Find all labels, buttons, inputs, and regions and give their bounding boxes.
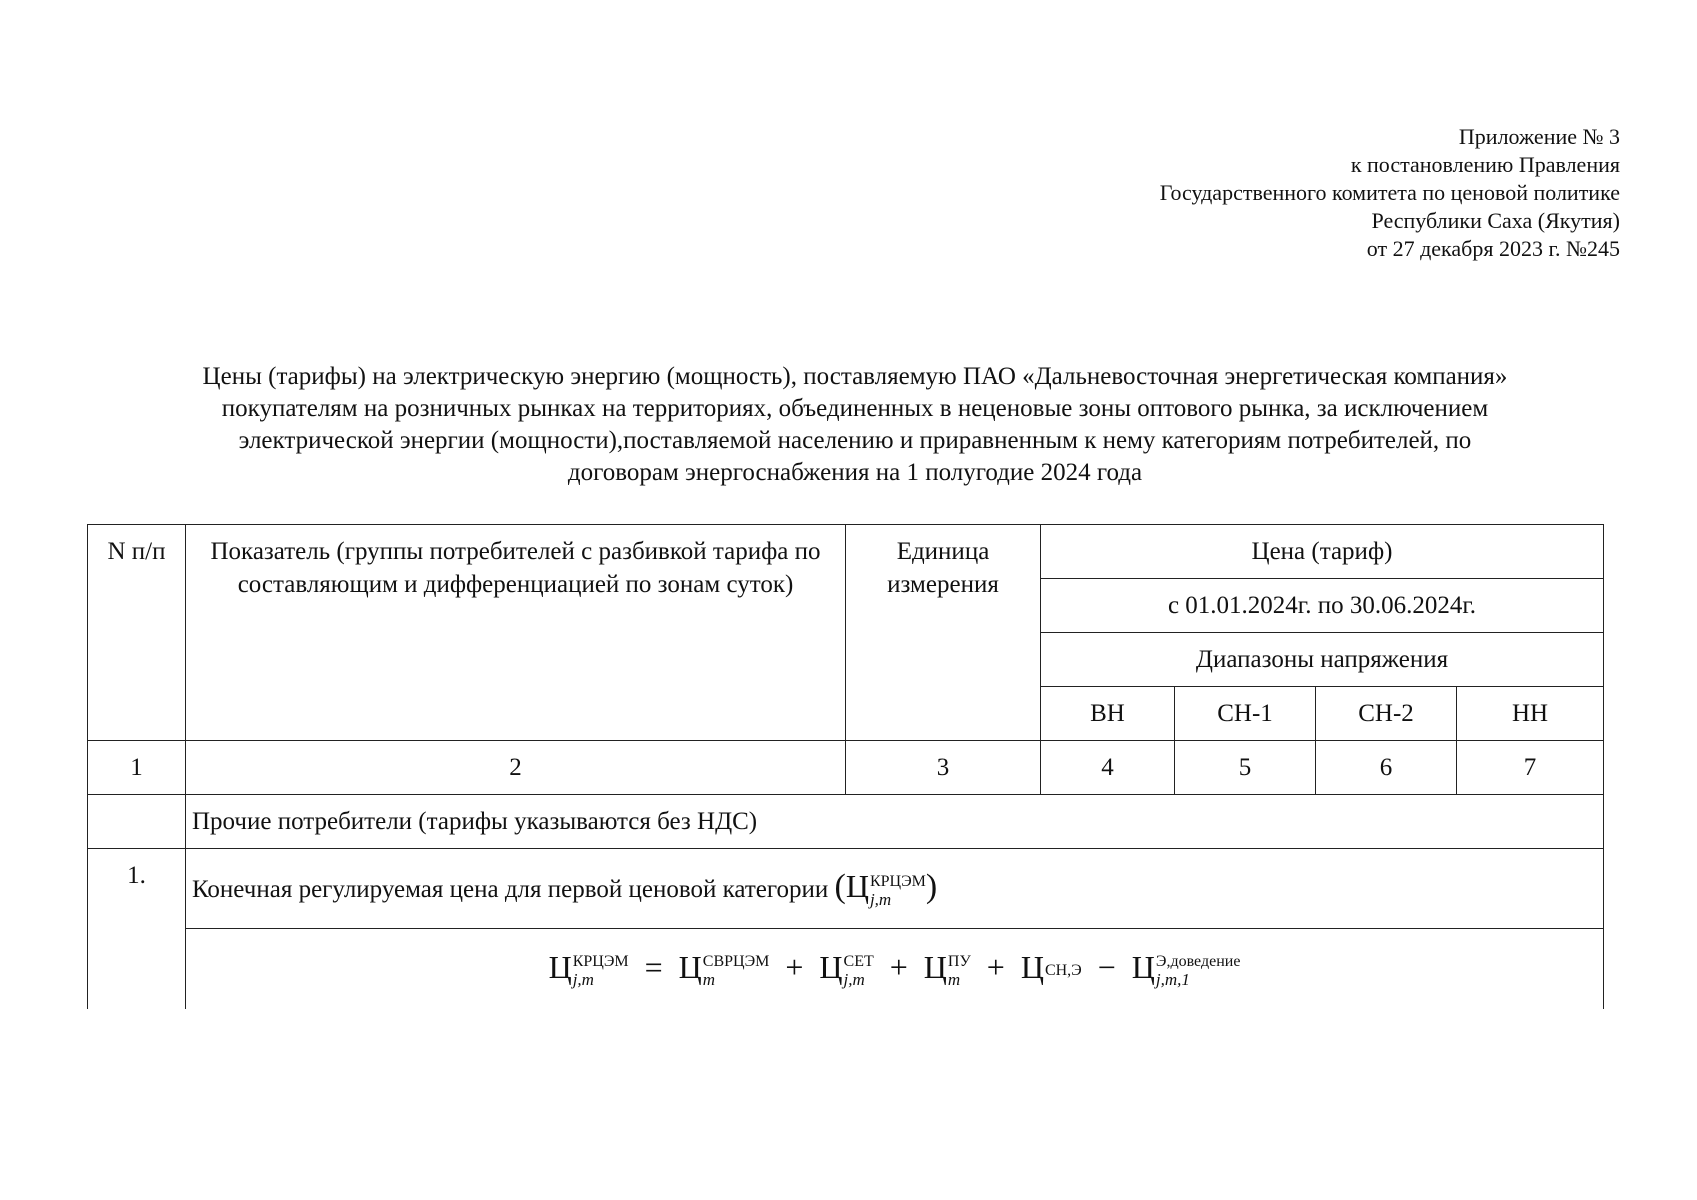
column-number-row [88, 741, 1604, 795]
formula-cell [186, 929, 1604, 1009]
header-row-1 [88, 525, 1604, 579]
column-number: 5 [1175, 741, 1316, 795]
annex-line: Приложение № 3 [1458, 124, 1620, 149]
row-1 [88, 849, 1604, 929]
voltage-vn: ВН [1041, 687, 1175, 741]
column-number: 1 [88, 741, 186, 795]
annex-line: Государственного комитета по ценовой политике [1159, 180, 1620, 205]
column-number: 2 [186, 741, 846, 795]
formula-term: Ц ПУ m [923, 948, 971, 989]
formula-term: Ц СН,Э [1020, 948, 1082, 985]
row-1-label: Конечная регулируемая цена для первой ценовой категории [192, 875, 829, 903]
voltage-nn: НН [1457, 687, 1604, 741]
formula-term: Ц Э,доведение j,m,1 [1131, 948, 1241, 989]
formula-lhs: Ц КРЦЭМ j,m [548, 948, 629, 989]
column-number: 4 [1041, 741, 1175, 795]
annex-line: от 27 декабря 2023 г. №245 [1366, 236, 1620, 261]
voltage-sn1: СН-1 [1175, 687, 1316, 741]
header-period: с 01.01.2024г. по 30.06.2024г. [1041, 579, 1604, 633]
section-row [88, 795, 1604, 849]
formula: Ц КРЦЭМ j,m = Ц СВРЦЭМ m + Ц СЕТ j,m + Ц ПУ m + Ц СН,Э − Ц Э,доведение j,m,1 [548, 948, 1241, 989]
document-title [80, 361, 1630, 489]
column-number: 7 [1457, 741, 1604, 795]
title-line: договорам энергоснабжения на 1 полугодие 2024 года [567, 459, 1143, 486]
formula-row [88, 929, 1604, 1009]
row-1-label-cell [186, 849, 1604, 929]
annex-line: Республики Саха (Якутия) [1371, 208, 1620, 233]
title-line: электрической энергии (мощности),поставляемой населению и приравненным к нему категориям потребителей, по [238, 427, 1472, 454]
header-num: N п/п [88, 525, 186, 741]
column-number: 6 [1316, 741, 1457, 795]
header-price: Цена (тариф) [1041, 525, 1604, 579]
section-label: Прочие потребители (тарифы указываются без НДС) [186, 795, 1604, 849]
formula-term: Ц СВРЦЭМ m [678, 948, 770, 989]
row-1-num: 1. [88, 849, 186, 1009]
title-line: Цены (тарифы) на электрическую энергию (мощность), поставляемую ПАО «Дальневосточная энергетическая компания» [202, 363, 1508, 390]
tariff-table [87, 524, 1604, 1009]
header-voltage-ranges: Диапазоны напряжения [1041, 633, 1604, 687]
annex-header [1160, 123, 1620, 263]
title-line: покупателям на розничных рынках на территориях, объединенных в неценовые зоны оптового рынка, за исключением [221, 395, 1489, 422]
formula-term: Ц СЕТ j,m [819, 948, 874, 989]
section-num-cell [88, 795, 186, 849]
voltage-sn2: СН-2 [1316, 687, 1457, 741]
annex-line: к постановлению Правления [1350, 152, 1620, 177]
column-number: 3 [846, 741, 1041, 795]
header-indicator: Показатель (группы потребителей с разбивкой тарифа по составляющим и дифференциацией по зонам суток) [186, 525, 846, 741]
row-1-symbol: (Ц КРЦЭМ j,m ) [834, 867, 938, 910]
header-unit: Единица измерения [846, 525, 1041, 741]
